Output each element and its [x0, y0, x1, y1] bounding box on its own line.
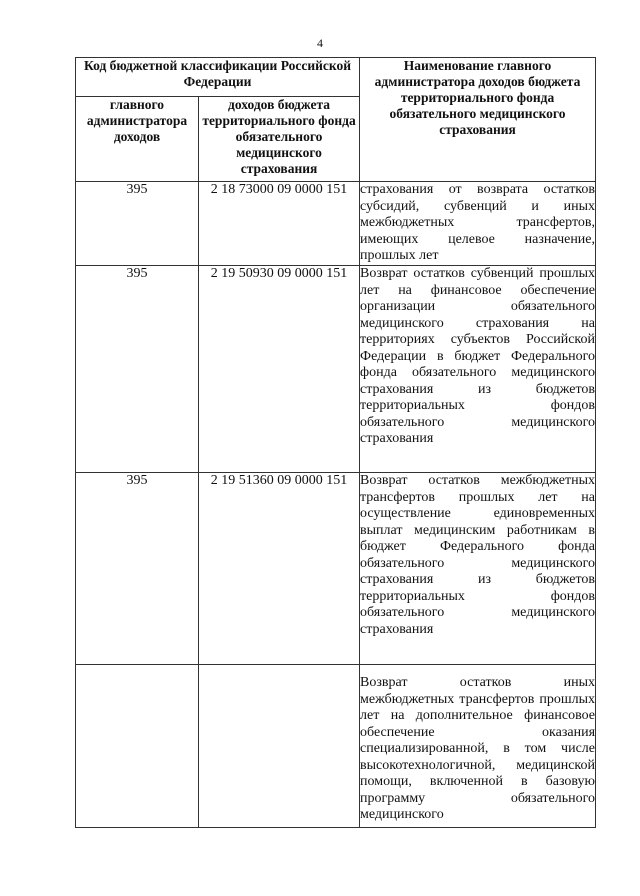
income-name-cell: Возврат остатков субвенций прошлых лет на финансовое обеспечение организации обязательного медицинского страхования на территориях субъектов Российской Федерации в бюджет Федерального фонда обязательного медицинского страхования из бюджетов территориальных фондов обязательного медицинского страхования: [360, 266, 596, 473]
header-chief-admin-code: главного администратора доходов: [76, 97, 199, 182]
income-code-cell: 2 19 50930 09 0000 151: [199, 266, 360, 473]
admin-code-cell: 395: [76, 182, 199, 266]
income-code-cell: [199, 665, 360, 828]
income-code-cell: 2 18 73000 09 0000 151: [199, 182, 360, 266]
budget-classification-table: [75, 57, 596, 828]
page-number: 4: [317, 36, 323, 50]
income-name-cell: Возврат остатков иных межбюджетных трансфертов прошлых лет на дополнительное финансовое обеспечение оказания специализированной, в том числе высокотехнологичной, медицинской помощи, включенной в базовую программу обязательного медицинского: [360, 665, 596, 828]
admin-code-cell: 395: [76, 266, 199, 473]
table-row: [76, 182, 596, 266]
header-admin-name: Наименование главного администратора доходов бюджета территориального фонда обязательного медицинского страхования: [360, 58, 596, 182]
header-income-code: доходов бюджета территориального фонда обязательного медицинского страхования: [199, 97, 360, 182]
admin-code-cell: 395: [76, 473, 199, 665]
table-row: [76, 665, 596, 828]
table-row: [76, 266, 596, 473]
income-name-cell: страхования от возврата остатков субсидий, субвенций и иных межбюджетных трансфертов, имеющих целевое назначение, прошлых лет: [360, 182, 596, 266]
table-header-row-1: [76, 58, 596, 97]
table-row: [76, 473, 596, 665]
admin-code-cell: [76, 665, 199, 828]
income-code-cell: 2 19 51360 09 0000 151: [199, 473, 360, 665]
header-budget-code-group: Код бюджетной классификации Российской Федерации: [76, 58, 360, 97]
income-name-cell: Возврат остатков межбюджетных трансфертов прошлых лет на осуществление единовременных выплат медицинским работникам в бюджет Федерального фонда обязательного медицинского страхования из бюджетов территориальных фондов обязательного медицинского страхования: [360, 473, 596, 665]
